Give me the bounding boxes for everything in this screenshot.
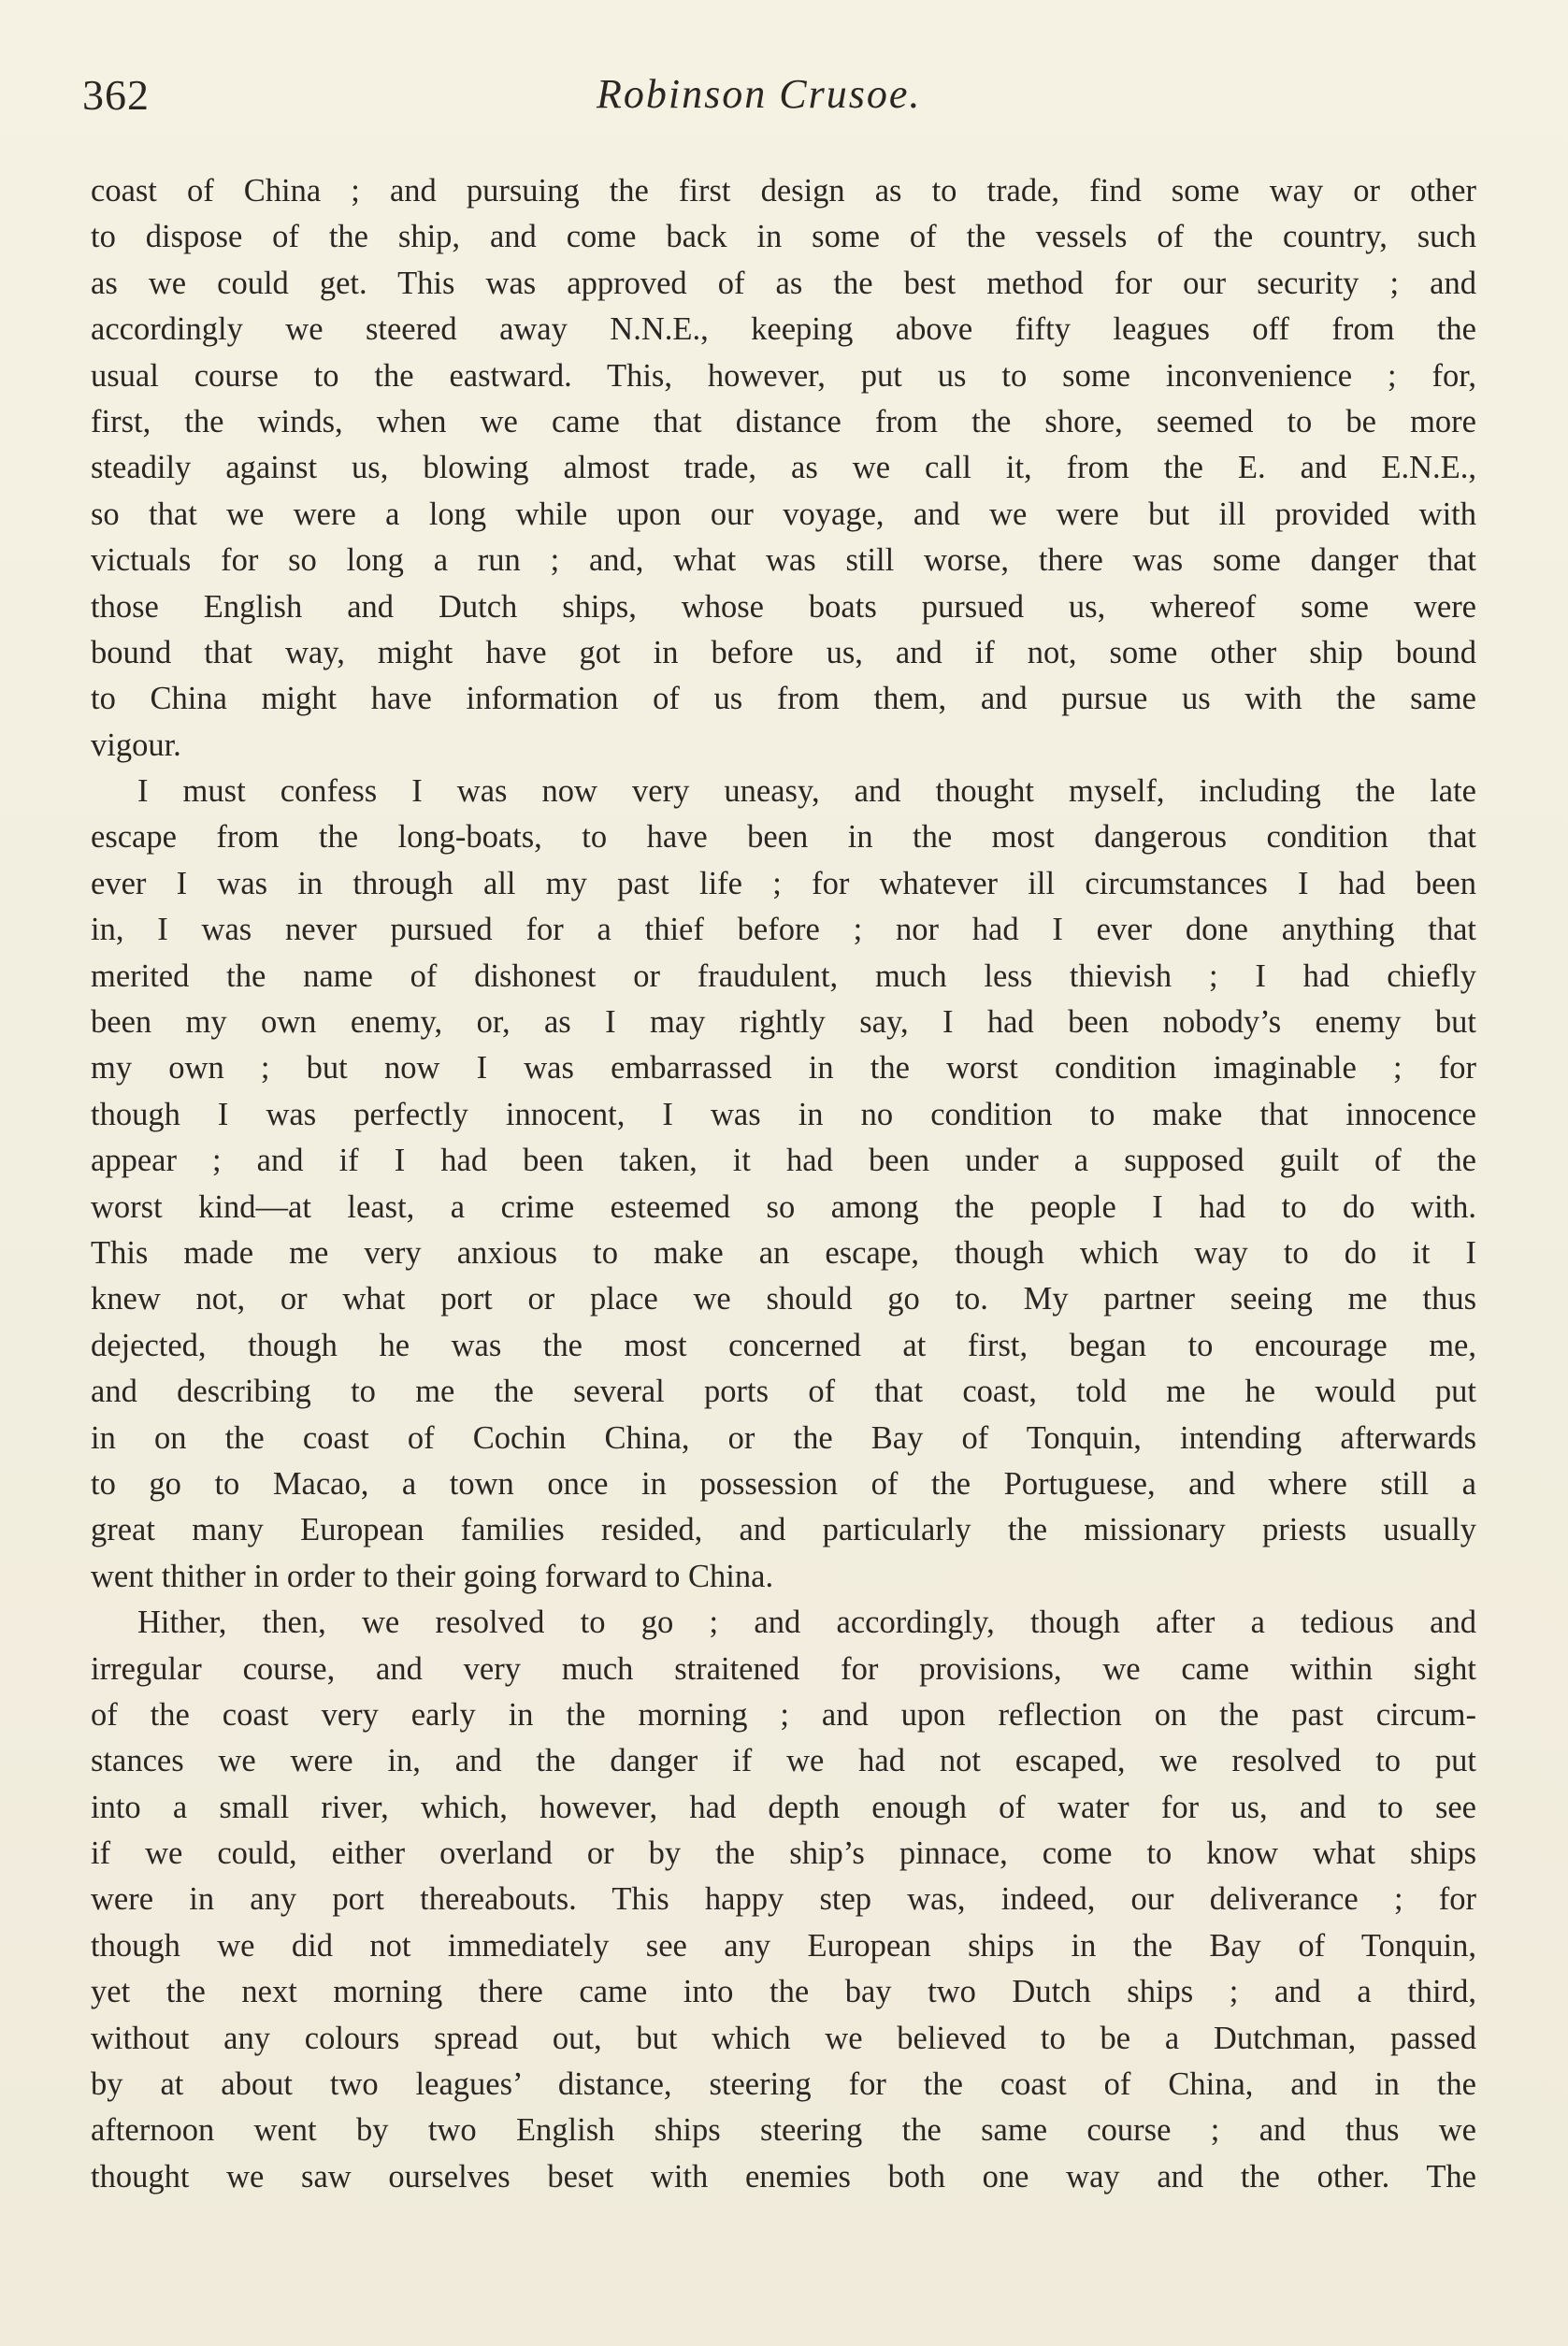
text-line: merited the name of dishonest or fraudulent, much less thievish ; I had chiefly [91,957,1476,994]
text-line: knew not, or what port or place we should go to. My partner seeing me thus [91,1281,1476,1317]
text-line: to China might have information of us from them, and pursue us with the same [91,681,1476,717]
text-line: ever I was in through all my past life ; for whatever ill circumstances I had been [91,865,1476,901]
text-line: great many European families resided, and particularly the missionary priests usually [91,1512,1476,1548]
text-line: went thither in order to their going forward to China. [91,1558,774,1594]
text-line: my own ; but now I was embarrassed in the worst condition imaginable ; for [91,1050,1476,1087]
text-line: those English and Dutch ships, whose boats pursued us, whereof some were [91,588,1476,625]
text-line: steadily against us, blowing almost trade, as we call it, from the E. and E.N.E., [91,450,1476,486]
text-line: victuals for so long a run ; and, what was still worse, there was some danger that [91,542,1476,579]
text-line: to dispose of the ship, and come back in some of the vessels of the country, such [91,219,1476,255]
text-line: without any colours spread out, but which we believed to be a Dutchman, passed [91,2020,1476,2056]
text-line: thought we saw ourselves beset with enemies both one way and the other. The [91,2158,1476,2195]
body-text [91,168,1476,2200]
text-line: though I was perfectly innocent, I was in no condition to make that innocence [91,1096,1476,1132]
text-line: bound that way, might have got in before us, and if not, some other ship bound [91,634,1476,670]
text-line: stances we were in, and the danger if we had not escaped, we resolved to put [91,1743,1476,1779]
text-line: escape from the long-boats, to have been in the most dangerous condition that [91,819,1476,856]
text-line: been my own enemy, or, as I may rightly say, I had been nobody’s enemy but [91,1004,1476,1041]
text-line: usual course to the eastward. This, however, put us to some inconvenience ; for, [91,357,1476,394]
text-line: into a small river, which, however, had depth enough of water for us, and to see [91,1789,1476,1825]
text-line: vigour. [91,727,181,763]
page-number: 362 [82,71,150,119]
text-line: of the coast very early in the morning ; and upon reflection on the past circum- [91,1696,1476,1733]
text-line: yet the next morning there came into the bay two Dutch ships ; and a third, [91,1974,1476,2010]
text-line: so that we were a long while upon our voyage, and we were but ill provided with [91,496,1476,532]
text-line: coast of China ; and pursuing the first design as to trade, find some way or other [91,173,1476,209]
text-line: first, the winds, when we came that distance from the shore, seemed to be more [91,403,1476,439]
text-line: though we did not immediately see any European ships in the Bay of Tonquin, [91,1927,1476,1964]
text-line: if we could, either overland or by the ship’s pinnace, come to know what ships [91,1835,1476,1872]
page-header [82,70,1485,136]
text-line: by at about two leagues’ distance, steering for the coast of China, and in the [91,2066,1476,2103]
text-line: afternoon went by two English ships steering the same course ; and thus we [91,2112,1476,2149]
text-line: dejected, though he was the most concerned at first, began to encourage me, [91,1327,1476,1363]
text-line: Hither, then, we resolved to go ; and accordingly, though after a tedious and [137,1605,1476,1641]
running-title: Robinson Crusoe. [597,71,922,117]
text-line: in on the coast of Cochin China, or the Bay of Tonquin, intending afterwards [91,1419,1476,1456]
text-line: irregular course, and very much straitened for provisions, we came within sight [91,1650,1476,1687]
text-line: were in any port thereabouts. This happy step was, indeed, our deliverance ; for [91,1881,1476,1918]
text-line: as we could get. This was approved of as the best method for our security ; and [91,265,1476,301]
text-line: to go to Macao, a town once in possession of the Portuguese, and where still a [91,1465,1476,1502]
text-line: and describing to me the several ports of that coast, told me he would put [91,1374,1476,1410]
text-line: worst kind—at least, a crime esteemed so among the people I had to do with. [91,1188,1476,1225]
text-line: appear ; and if I had been taken, it had been under a supposed guilt of the [91,1143,1476,1179]
text-line: This made me very anxious to make an escape, though which way to do it I [91,1234,1476,1271]
text-line: I must confess I was now very uneasy, and thought myself, including the late [137,773,1476,810]
text-line: in, I was never pursued for a thief before ; nor had I ever done anything that [91,912,1476,948]
text-line: accordingly we steered away N.N.E., keeping above fifty leagues off from the [91,311,1476,348]
